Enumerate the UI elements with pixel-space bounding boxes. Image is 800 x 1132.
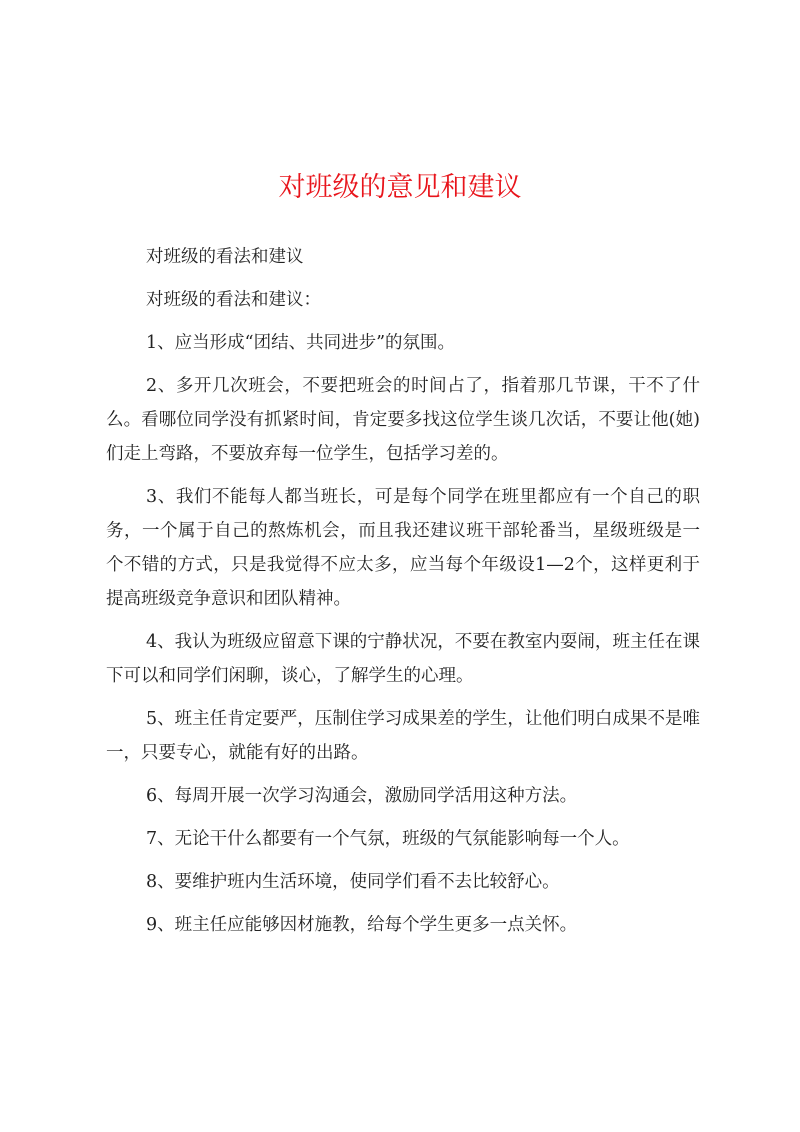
document-title: 对班级的意见和建议 xyxy=(278,172,522,203)
suggestion-7: 7、无论干什么都要有一个气氛，班级的气氛能影响每一个人。 xyxy=(146,829,630,849)
suggestion-3: 3、我们不能每人都当班长，可是每个同学在班里都应有一个自己的职务，一个属于自己的熬炼机会，而且我还建议班干部轮番当，星级班级是一个不错的方式，只是我觉得不应太多，应当每个年级设1—2个，这样更利于提高班级竞争意识和团队精神。 xyxy=(106,487,700,609)
suggestion-8: 8、要维护班内生活环境，使同学们看不去比较舒心。 xyxy=(146,872,560,892)
intro-paragraph: 对班级的看法和建议： xyxy=(146,290,321,310)
suggestion-4: 4、我认为班级应留意下课的宁静状况，不要在教室内耍闹，班主任在课下可以和同学们闲聊，谈心，了解学生的心理。 xyxy=(106,632,700,686)
suggestion-5: 5、班主任肯定要严，压制住学习成果差的学生，让他们明白成果不是唯一，只要专心，就能有好的出路。 xyxy=(106,709,700,763)
suggestion-1: 1、应当形成“团结、共同进步”的氛围。 xyxy=(146,333,456,353)
suggestion-9: 9、班主任应能够因材施教，给每个学生更多一点关怀。 xyxy=(146,915,578,935)
suggestion-2: 2、多开几次班会，不要把班会的时间占了，指着那几节课，干不了什么。看哪位同学没有抓紧时间，肯定要多找这位学生谈几次话，不要让他(她)们走上弯路，不要放弃每一位学生，包括学习差的。 xyxy=(106,376,700,464)
subtitle-paragraph: 对班级的看法和建议 xyxy=(146,247,304,267)
suggestion-6: 6、每周开展一次学习沟通会，激励同学活用这种方法。 xyxy=(146,786,578,806)
document-body xyxy=(106,240,700,951)
